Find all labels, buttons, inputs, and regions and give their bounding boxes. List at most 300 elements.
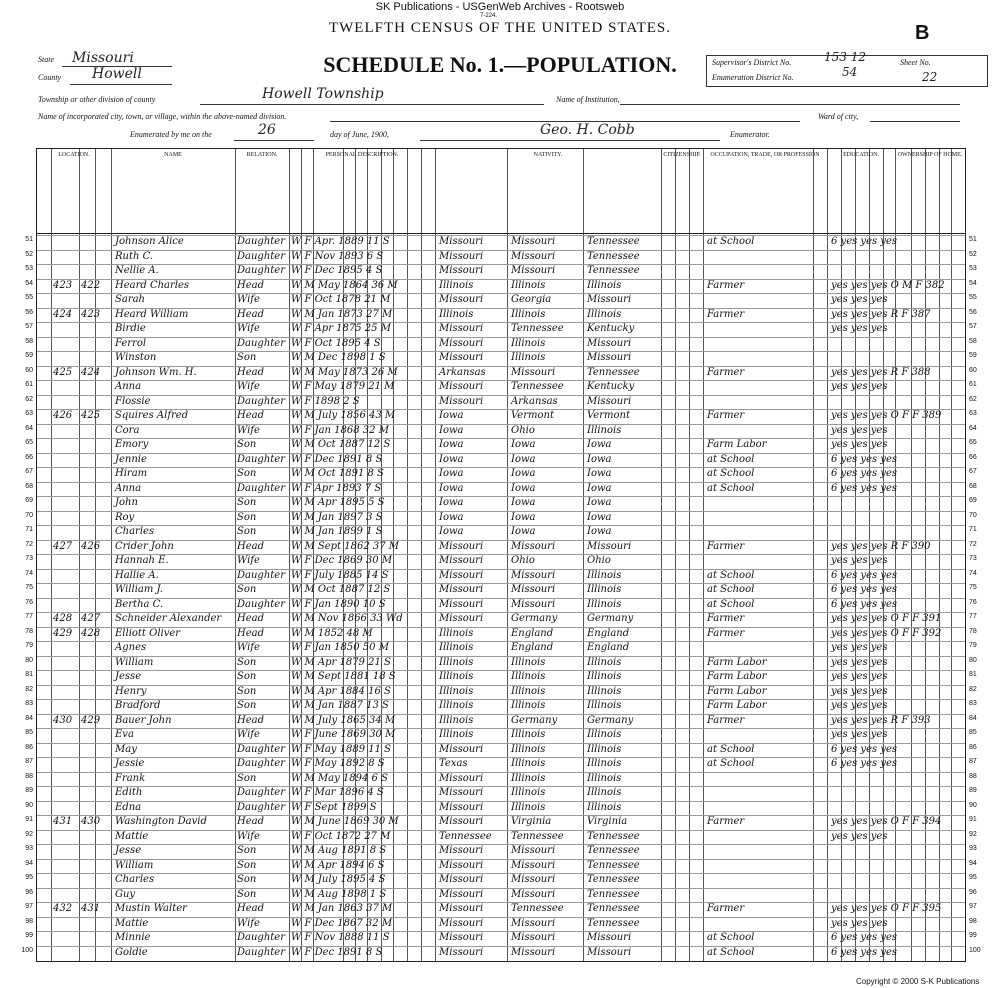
- cell-p: Iowa: [439, 468, 464, 479]
- line-number: 84: [25, 714, 33, 722]
- line-number: 85: [25, 729, 33, 736]
- line-number: 60: [25, 366, 33, 374]
- cell-rel: Daughter: [237, 265, 285, 276]
- cell-desc: W F Nov 1888 11 S: [291, 932, 390, 943]
- line-number-right: 79: [969, 642, 977, 649]
- cell-m: Illinois: [587, 700, 622, 711]
- line-number: 65: [25, 439, 33, 446]
- cell-p: Missouri: [439, 395, 484, 407]
- cell-name: Charles: [115, 874, 155, 885]
- line-number: 96: [25, 888, 33, 896]
- line-number-right: 51: [969, 236, 977, 243]
- cell-desc: W F Dec 1895 4 S: [291, 265, 383, 276]
- cell-f: Missouri: [511, 874, 556, 885]
- cell-rel: Daughter: [237, 758, 285, 769]
- cell-desc: W F Mar 1896 4 S: [291, 787, 384, 798]
- cell-house: 423: [53, 279, 73, 291]
- cell-p: Missouri: [439, 903, 484, 914]
- cell-occ: at School: [707, 236, 755, 247]
- cell-name: Mattie: [115, 917, 149, 929]
- cell-edu: 6 yes yes yes: [831, 932, 897, 943]
- cell-f: Tennessee: [511, 903, 564, 914]
- cell-edu: 6 yes yes yes: [831, 946, 897, 958]
- enumerator-label: Enumerator.: [730, 130, 770, 139]
- table-row: [25, 917, 977, 933]
- cell-f: Missouri: [511, 569, 556, 581]
- cell-m: Missouri: [587, 932, 632, 943]
- cell-edu: 6 yes yes yes: [831, 584, 897, 595]
- cell-m: Kentucky: [587, 323, 635, 334]
- cell-rel: Daughter: [237, 569, 285, 581]
- line-number-right: 55: [969, 294, 977, 301]
- line-number: 75: [25, 584, 33, 591]
- line-number-right: 86: [969, 743, 977, 751]
- ownership-header: OWNERSHIP OF HOME.: [897, 152, 963, 158]
- population-table: [21, 148, 981, 962]
- cell-name: Flossie: [115, 395, 151, 407]
- cell-edu: yes yes yes O F F 394: [831, 816, 942, 827]
- cell-f: Ohio: [511, 424, 535, 436]
- cell-f: Ohio: [511, 555, 535, 566]
- cell-rel: Son: [237, 497, 257, 508]
- cell-fam: 426: [81, 540, 101, 552]
- cell-occ: at School: [707, 758, 755, 769]
- cell-p: Illinois: [439, 729, 474, 740]
- cell-m: Illinois: [587, 308, 622, 320]
- cell-name: Minnie: [115, 932, 151, 943]
- cell-rel: Son: [237, 888, 257, 900]
- cell-p: Illinois: [439, 642, 474, 653]
- line-number: 62: [25, 395, 33, 403]
- line-number-right: 89: [969, 787, 977, 794]
- cell-desc: W M May 1864 36 M: [291, 279, 398, 291]
- line-number-right: 53: [969, 265, 977, 272]
- line-number-right: 56: [969, 308, 977, 316]
- line-number: 53: [25, 265, 33, 272]
- table-row: [25, 525, 977, 541]
- cell-desc: W F Dec 1891 8 S: [291, 453, 383, 465]
- cell-edu: 6 yes yes yes: [831, 598, 897, 610]
- cell-rel: Daughter: [237, 395, 285, 407]
- cell-rel: Daughter: [237, 453, 285, 465]
- personal-header: PERSONAL DESCRIPTION.: [325, 152, 399, 158]
- cell-f: Germany: [511, 613, 558, 624]
- line-number-right: 52: [969, 250, 977, 258]
- cell-desc: W M Apr 1894 6 S: [291, 859, 385, 871]
- cell-rel: Head: [237, 714, 265, 726]
- line-number-right: 96: [969, 888, 977, 896]
- table-row: [25, 453, 977, 469]
- cell-rel: Wife: [237, 555, 260, 566]
- cell-p: Missouri: [439, 845, 484, 856]
- township-label: Township or other division of county: [38, 95, 156, 104]
- cell-f: Georgia: [511, 294, 552, 305]
- cell-house: 425: [53, 366, 73, 378]
- cell-rel: Head: [237, 816, 265, 827]
- cell-m: Iowa: [587, 526, 612, 537]
- line-number: 91: [25, 816, 33, 823]
- cell-m: Illinois: [587, 758, 622, 769]
- cell-p: Missouri: [439, 801, 484, 813]
- cell-occ: Farm Labor: [707, 700, 767, 711]
- cell-p: Iowa: [439, 482, 464, 494]
- cell-desc: W M July 1865 34 M: [291, 714, 396, 726]
- form-number: 7-224.: [480, 13, 498, 19]
- cell-desc: W F July 1885 14 S: [291, 569, 389, 581]
- table-row: [25, 772, 977, 788]
- location-header: LOCATION.: [58, 152, 90, 158]
- cell-fam: 429: [81, 714, 101, 726]
- cell-m: England: [587, 642, 630, 653]
- city-label: Name of incorporated city, town, or village, within the above-named division.: [38, 112, 287, 121]
- line-number: 76: [25, 598, 33, 606]
- cell-p: Missouri: [439, 888, 484, 900]
- cell-name: Ferrol: [115, 337, 147, 349]
- cell-m: England: [587, 627, 630, 639]
- cell-rel: Daughter: [237, 787, 285, 798]
- line-number-right: 75: [969, 584, 977, 591]
- cell-p: Missouri: [439, 555, 484, 566]
- table-row: [25, 308, 977, 324]
- cell-occ: Farmer: [707, 279, 745, 291]
- line-number-right: 74: [969, 569, 977, 577]
- cell-p: Missouri: [439, 859, 484, 871]
- cell-m: Germany: [587, 714, 634, 726]
- cell-name: William: [115, 656, 154, 668]
- cell-rel: Son: [237, 352, 257, 363]
- line-number: 98: [25, 917, 33, 925]
- line-number-right: 67: [969, 468, 977, 475]
- cell-occ: Farmer: [707, 903, 745, 914]
- cell-f: Illinois: [511, 656, 546, 668]
- table-row: [25, 931, 977, 947]
- cell-rel: Wife: [237, 323, 260, 334]
- cell-rel: Daughter: [237, 946, 285, 958]
- line-number-right: 92: [969, 830, 977, 838]
- cell-name: Mustin Walter: [115, 903, 187, 914]
- table-row: [25, 844, 977, 860]
- line-number-right: 81: [969, 671, 977, 678]
- line-number-right: 66: [969, 453, 977, 461]
- cell-name: Roy: [115, 511, 135, 523]
- line-number-right: 69: [969, 497, 977, 504]
- cell-name: Johnson Wm. H.: [115, 366, 197, 378]
- cell-edu: yes yes yes: [831, 830, 888, 842]
- cell-p: Missouri: [439, 772, 484, 784]
- cell-m: Tennessee: [587, 859, 640, 871]
- cell-f: Tennessee: [511, 830, 564, 842]
- cell-rel: Head: [237, 627, 265, 639]
- cell-p: Illinois: [439, 279, 474, 291]
- cell-edu: yes yes yes: [831, 917, 888, 929]
- cell-f: Illinois: [511, 671, 546, 682]
- cell-desc: W M Oct 1891 8 S: [291, 468, 384, 479]
- cell-occ: Farmer: [707, 308, 745, 320]
- cell-p: Missouri: [439, 598, 484, 610]
- cell-occ: Farmer: [707, 613, 745, 624]
- line-number: 54: [25, 279, 33, 287]
- table-row: [21, 946, 981, 962]
- table-row: [25, 511, 977, 527]
- cell-edu: yes yes yes: [831, 323, 888, 334]
- cell-name: Ruth C.: [115, 250, 154, 262]
- cell-occ: at School: [707, 482, 755, 494]
- cell-p: Illinois: [439, 671, 474, 682]
- cell-m: Illinois: [587, 743, 622, 755]
- line-number: 82: [25, 685, 33, 693]
- cell-rel: Son: [237, 700, 257, 711]
- line-number: 52: [25, 250, 33, 258]
- cell-desc: W F Apr. 1889 11 S: [291, 236, 390, 247]
- cell-rel: Wife: [237, 917, 260, 929]
- cell-edu: 6 yes yes yes: [831, 468, 897, 479]
- cell-edu: yes yes yes: [831, 671, 888, 682]
- cell-m: Illinois: [587, 584, 622, 595]
- table-row: [25, 351, 977, 367]
- cell-occ: Farmer: [707, 410, 745, 421]
- cell-occ: at School: [707, 569, 755, 581]
- cell-m: Missouri: [587, 337, 632, 349]
- cell-occ: at School: [707, 584, 755, 595]
- cell-rel: Son: [237, 511, 257, 523]
- cell-p: Missouri: [439, 946, 484, 958]
- cell-desc: W F Oct 1895 4 S: [291, 337, 381, 349]
- cell-desc: W M Jan 1873 27 M: [291, 308, 393, 320]
- cell-desc: W M Sept 1881 18 S: [291, 671, 396, 682]
- cell-edu: 6 yes yes yes: [831, 743, 897, 755]
- cell-rel: Head: [237, 903, 265, 914]
- cell-name: Bauer John: [115, 714, 172, 726]
- line-number-right: 85: [969, 729, 977, 736]
- cell-f: Illinois: [511, 801, 546, 813]
- cell-m: Kentucky: [587, 381, 635, 392]
- enum-district-value: 54: [842, 65, 858, 79]
- cell-house: 429: [53, 627, 73, 639]
- line-number: 55: [25, 294, 33, 301]
- cell-f: Iowa: [511, 439, 536, 450]
- cell-name: Jennie: [115, 453, 147, 465]
- table-row: [25, 743, 977, 759]
- cell-f: Iowa: [511, 511, 536, 523]
- cell-m: Iowa: [587, 453, 612, 465]
- cell-desc: W F May 1892 8 S: [291, 758, 385, 769]
- table-row: [25, 786, 977, 802]
- cell-p: Tennessee: [439, 830, 492, 842]
- line-number: 69: [25, 497, 33, 504]
- line-number-right: 95: [969, 874, 977, 881]
- cell-m: Tennessee: [587, 874, 640, 885]
- cell-p: Iowa: [439, 511, 464, 523]
- name-header: NAME: [164, 152, 182, 158]
- line-number: 72: [25, 540, 33, 548]
- cell-edu: yes yes yes O F F 395: [831, 903, 942, 914]
- cell-name: Washington David: [115, 816, 207, 827]
- table-row: [25, 235, 977, 251]
- cell-f: Arkansas: [511, 395, 558, 407]
- schedule-title: SCHEDULE No. 1.—POPULATION.: [323, 52, 677, 77]
- county-value: Howell: [92, 66, 142, 82]
- line-number-right: 62: [969, 395, 977, 403]
- cell-m: Germany: [587, 613, 634, 624]
- cell-rel: Head: [237, 540, 265, 552]
- cell-p: Illinois: [439, 685, 474, 697]
- cell-m: Illinois: [587, 598, 622, 610]
- cell-edu: 6 yes yes yes: [831, 758, 897, 769]
- cell-p: Missouri: [439, 787, 484, 798]
- cell-desc: W M 1852 48 M: [291, 627, 373, 639]
- cell-rel: Son: [237, 439, 257, 450]
- cell-m: Illinois: [587, 772, 622, 784]
- cell-rel: Wife: [237, 642, 260, 653]
- cell-f: Virginia: [511, 816, 552, 827]
- cell-f: Illinois: [511, 772, 546, 784]
- cell-m: Illinois: [587, 729, 622, 740]
- cell-occ: at School: [707, 932, 755, 943]
- census-title: TWELFTH CENSUS OF THE UNITED STATES.: [328, 20, 672, 36]
- cell-f: Illinois: [511, 279, 546, 291]
- cell-m: Tennessee: [587, 236, 640, 247]
- cell-m: Missouri: [587, 540, 632, 552]
- table-row: [25, 467, 977, 483]
- cell-p: Illinois: [439, 656, 474, 668]
- cell-p: Missouri: [439, 323, 484, 334]
- cell-edu: yes yes yes O F F 392: [831, 627, 942, 639]
- cell-name: Nellie A.: [115, 265, 159, 276]
- line-number: 57: [25, 323, 33, 330]
- line-number-right: 60: [969, 366, 977, 374]
- cell-m: Tennessee: [587, 250, 640, 262]
- cell-f: Missouri: [511, 859, 556, 871]
- line-number: 71: [25, 526, 33, 533]
- enumerated-label: Enumerated by me on the: [130, 130, 212, 139]
- cell-desc: W F Jan 1890 10 S: [291, 598, 386, 610]
- cell-edu: yes yes yes O F F 391: [831, 613, 942, 624]
- table-row: [25, 569, 977, 585]
- cell-name: May: [115, 743, 137, 755]
- cell-rel: Daughter: [237, 743, 285, 755]
- cell-desc: W M Aug 1891 8 S: [291, 845, 387, 856]
- cell-f: Germany: [511, 714, 558, 726]
- cell-m: Missouri: [587, 946, 632, 958]
- cell-f: Iowa: [511, 482, 536, 494]
- table-row: [25, 395, 977, 411]
- table-row: [25, 438, 977, 454]
- cell-desc: W M Oct 1887 12 S: [291, 439, 391, 450]
- cell-p: Arkansas: [439, 366, 486, 378]
- cell-p: Missouri: [439, 540, 484, 552]
- line-number: 93: [25, 845, 33, 852]
- cell-m: Illinois: [587, 671, 622, 682]
- cell-f: Missouri: [511, 932, 556, 943]
- cell-p: Missouri: [439, 250, 484, 262]
- line-number: 81: [25, 671, 33, 678]
- cell-m: Tennessee: [587, 265, 640, 276]
- cell-occ: Farm Labor: [707, 439, 767, 450]
- cell-p: Iowa: [439, 497, 464, 508]
- cell-name: Johnson Alice: [115, 236, 184, 247]
- cell-name: William J.: [115, 584, 163, 595]
- county-label: County: [38, 73, 62, 82]
- cell-desc: W M Apr 1884 16 S: [291, 685, 391, 697]
- cell-f: Iowa: [511, 526, 536, 537]
- table-row: [25, 598, 977, 614]
- table-row: [25, 279, 977, 295]
- cell-f: Missouri: [511, 845, 556, 856]
- cell-rel: Daughter: [237, 598, 285, 610]
- cell-desc: W M Apr 1879 21 S: [291, 656, 391, 668]
- cell-name: Agnes: [115, 642, 147, 653]
- cell-desc: W F Jan 1850 50 M: [291, 642, 389, 653]
- cell-f: Missouri: [511, 366, 556, 378]
- cell-occ: at School: [707, 946, 755, 958]
- cell-rel: Son: [237, 526, 257, 537]
- cell-desc: W F Apr 1893 7 S: [291, 482, 382, 494]
- cell-rel: Son: [237, 656, 257, 668]
- line-number: 68: [25, 482, 33, 490]
- cell-m: Ohio: [587, 555, 611, 566]
- cell-occ: at School: [707, 453, 755, 465]
- cell-edu: yes yes yes: [831, 381, 888, 392]
- cell-house: 430: [53, 714, 73, 726]
- occupation-header: OCCUPATION, TRADE, OR PROFESSION: [710, 152, 820, 158]
- line-number-right: 91: [969, 816, 977, 823]
- line-number-right: 70: [969, 511, 977, 519]
- cell-m: Illinois: [587, 801, 622, 813]
- table-row: [25, 656, 977, 672]
- cell-name: Jesse: [115, 671, 142, 682]
- line-number: 87: [25, 758, 33, 765]
- cell-desc: W F Oct 1878 21 M: [291, 294, 391, 305]
- line-number: 73: [25, 555, 33, 562]
- cell-rel: Daughter: [237, 482, 285, 494]
- cell-fam: 422: [81, 279, 101, 291]
- table-row: [25, 699, 977, 715]
- cell-rel: Son: [237, 468, 257, 479]
- line-number-right: 84: [969, 714, 977, 722]
- cell-rel: Head: [237, 410, 265, 421]
- cell-m: Missouri: [587, 294, 632, 305]
- line-number-right: 99: [969, 932, 977, 939]
- cell-name: Goldie: [115, 946, 148, 958]
- table-row: [25, 380, 977, 396]
- cell-p: Missouri: [439, 584, 484, 595]
- line-number: 70: [25, 511, 33, 519]
- cell-name: Anna: [115, 482, 142, 494]
- cell-occ: Farm Labor: [707, 671, 767, 682]
- line-number: 94: [25, 859, 33, 867]
- table-row: [25, 540, 977, 556]
- cell-rel: Son: [237, 874, 257, 885]
- cell-desc: W M Jan 1887 13 S: [291, 700, 389, 711]
- cell-fam: 430: [81, 816, 101, 827]
- cell-m: Tennessee: [587, 903, 640, 914]
- cell-fam: 423: [81, 308, 101, 320]
- cell-edu: 6 yes yes yes: [831, 569, 897, 581]
- relation-header: RELATION.: [246, 152, 278, 158]
- cell-name: Hiram: [115, 468, 148, 479]
- cell-desc: W M July 1895 4 S: [291, 874, 386, 885]
- cell-occ: Farm Labor: [707, 685, 767, 697]
- cell-p: Missouri: [439, 337, 484, 349]
- line-number-right: 54: [969, 279, 977, 287]
- line-number: 59: [25, 352, 33, 359]
- cell-desc: W M Apr 1895 5 S: [291, 497, 385, 508]
- ward-label: Ward of city,: [818, 112, 859, 121]
- cell-p: Missouri: [439, 381, 484, 392]
- cell-occ: Farmer: [707, 540, 745, 552]
- cell-rel: Wife: [237, 294, 260, 305]
- cell-desc: W F June 1869 30 M: [291, 729, 396, 740]
